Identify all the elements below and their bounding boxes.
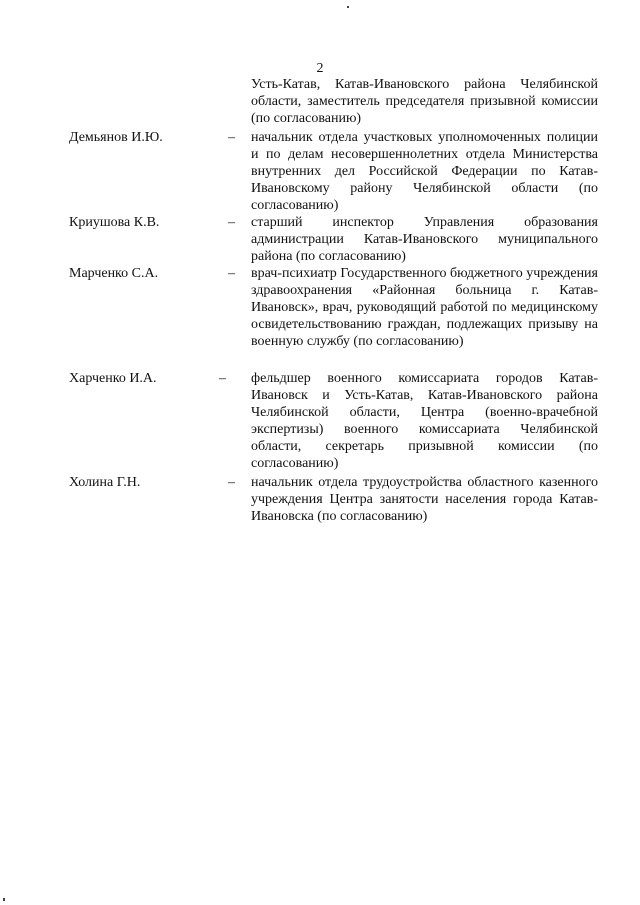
member-name: Марченко С.А. <box>69 266 159 281</box>
member-name: Демьянов И.Ю. <box>69 130 163 145</box>
member-description: старший инспектор Управления образования администрации Катав-Ивановского муниципального района (по согласованию) <box>251 215 598 264</box>
scan-speck <box>347 6 349 8</box>
dash-separator: – <box>228 215 235 230</box>
dash-separator: – <box>219 371 226 386</box>
member-description: врач-психиатр Государственного бюджетного учреждения здравоохранения «Районная больница г. Катав-Ивановск», врач, руководящий работой по медицинскому освидетельствованию граждан, подлежащих призыву на военную службу (по согласованию) <box>251 266 598 349</box>
member-name: Криушова К.В. <box>69 215 160 230</box>
dash-separator: – <box>228 475 235 490</box>
member-name: Холина Г.Н. <box>69 475 141 490</box>
member-description: фельдшер военного комиссариата городов Катав-Ивановск и Усть-Катав, Катав-Ивановского района Челябинской области, Центра (военно-врачебной экспертизы) военного комиссариата Челябинской области, секретарь призывной комиссии (по согласованию) <box>251 371 598 471</box>
scan-speck <box>3 898 5 901</box>
member-name: Харченко И.А. <box>69 371 157 386</box>
dash-separator: – <box>228 266 235 281</box>
member-description: начальник отдела участковых уполномоченных полиции и по делам несовершеннолетних отдела Министерства внутренних дел Российской Федерации по Катав-Ивановскому району Челябинской области (по согласованию) <box>251 130 598 213</box>
continuation-text: Усть-Катав, Катав-Ивановского района Челябинской области, заместитель председателя призывной комиссии (по согласованию) <box>251 77 598 126</box>
member-description: начальник отдела трудоустройства областного казенного учреждения Центра занятости населения города Катав-Ивановска (по согласованию) <box>251 475 598 524</box>
page-number: 2 <box>316 61 324 76</box>
dash-separator: – <box>228 130 235 145</box>
